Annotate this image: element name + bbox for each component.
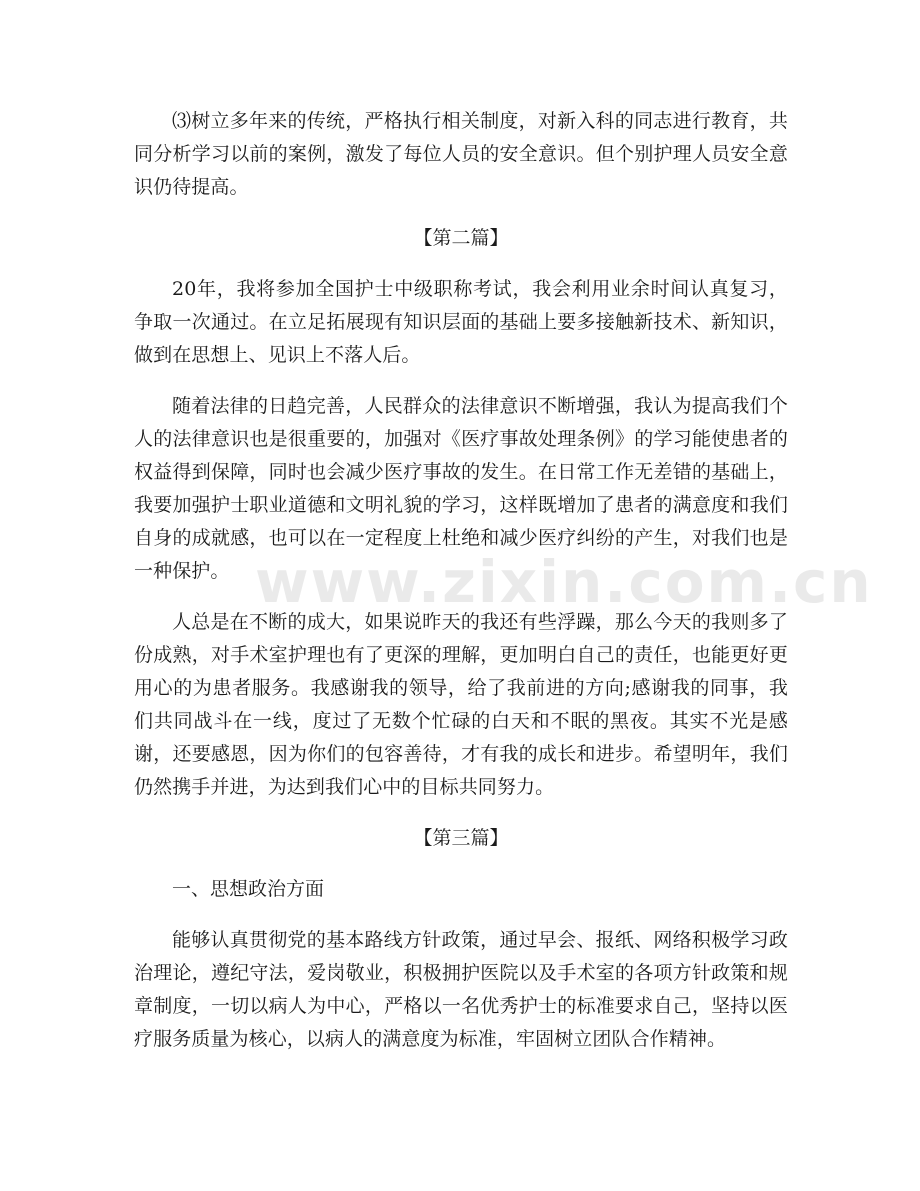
paragraph-growth-gratitude: 人总是在不断的成大，如果说昨天的我还有些浮躁，那么今天的我则多了份成熟，对手术室护理也有了更深的理解，更加明白自己的责任，也能更好更用心的为患者服务。我感谢我的领导，给了我前进的方向;感谢我的同事，我们共同战斗在一线，度过了无数个忙碌的白天和不眠的黑夜。其实不光是感谢，还要感恩，因为你们的包容善待，才有我的成长和进步。希望明年，我们仍然携手并进，为达到我们心中的目标共同努力。 <box>134 611 788 798</box>
document-body <box>134 105 788 1056</box>
section-heading-part-three: 【第三篇】 <box>413 827 509 849</box>
watermark-text: www.zixin.com.cn <box>255 548 873 616</box>
paragraph-political-study: 能够认真贯彻党的基本路线方针政策，通过早会、报纸、网络积极学习政治理论，遵纪守法，爱岗敬业，积极拥护医院以及手术室的各项方针政策和规章制度，一切以病人为中心，严格以一名优秀护士的标准要求自己，坚持以医疗服务质量为核心，以病人的满意度为标准，牢固树立团队合作精神。 <box>134 929 788 1050</box>
paragraph-exam-plan: 20年，我将参加全国护士中级职称考试，我会利用业余时间认真复习，争取一次通过。在立足拓展现有知识层面的基础上要多接触新技术、新知识，做到在思想上、见识上不落人后。 <box>134 278 788 366</box>
paragraph-item-3: ⑶树立多年来的传统，严格执行相关制度，对新入科的同志进行教育，共同分析学习以前的案例，激发了每位人员的安全意识。但个别护理人员安全意识仍待提高。 <box>134 110 788 198</box>
section-heading-part-two: 【第二篇】 <box>413 227 509 249</box>
subsection-heading-political: 一、思想政治方面 <box>172 878 325 900</box>
paragraph-legal-awareness: 随着法律的日趋完善，人民群众的法律意识不断增强，我认为提高我们个人的法律意识也是很重要的，加强对《医疗事故处理条例》的学习能使患者的权益得到保障，同时也会减少医疗事故的发生。在日常工作无差错的基础上，我要加强护士职业道德和文明礼貌的学习，这样既增加了患者的满意度和我们自身的成就感，也可以在一定程度上杜绝和减少医疗纠纷的产生，对我们也是一种保护。 <box>134 395 788 582</box>
